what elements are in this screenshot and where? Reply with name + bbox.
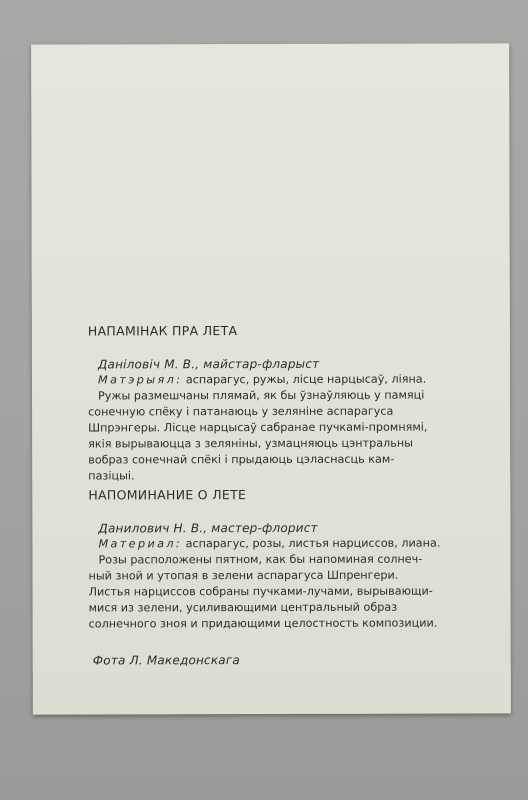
- postcard-back: [31, 43, 511, 714]
- photo-credit: Фота Л. Македонскага: [92, 653, 240, 668]
- russian-materials-text: аспарагус, розы, листья нарциссов, лиана.: [182, 536, 441, 551]
- russian-title: НАПОМИНАНИЕ О ЛЕТЕ: [88, 487, 247, 503]
- belarusian-author: Даніловіч М. В., майстар-фларыст: [97, 356, 320, 372]
- belarusian-description: [88, 387, 488, 484]
- russian-materials-label: Материал:: [98, 537, 183, 551]
- russian-desc-line: мися из зелени, усиливающими центральный образ: [88, 600, 398, 615]
- belarusian-materials-text: аспарагус, ружы, лісце нарцысаў, ліяна.: [182, 372, 427, 387]
- russian-description: [88, 551, 488, 632]
- russian-section: [88, 486, 488, 632]
- russian-desc-line: ный зной и утопая в зелени аспарагуса Шпренгери.: [88, 568, 399, 583]
- russian-author: Данилович Н. В., мастер-флорист: [98, 520, 318, 536]
- belarusian-materials-label: Матэрыял:: [97, 373, 183, 387]
- belarusian-desc-line: пазіцыі.: [88, 469, 135, 483]
- russian-desc-line: Листья нарциссов собраны пучками-лучами, вырывающи-: [88, 584, 433, 599]
- russian-desc-line: солнечного зноя и придающими целостность композиции.: [88, 616, 438, 631]
- belarusian-materials: [98, 371, 488, 388]
- belarusian-desc-line: Шпрэнгеры. Лісце нарцысаў сабранае пучкамі-промнямі,: [88, 420, 428, 435]
- belarusian-desc-line: Ружы размешчаны плямай, як бы ўзнаўляюць у памяці: [98, 388, 425, 403]
- belarusian-desc-line: сонечную спёку і патанаюць у зеляніне аспарагуса: [88, 404, 394, 419]
- belarusian-section: [88, 322, 488, 484]
- belarusian-desc-line: якія вырываюцца з зеляніны, узмацняюць цэнтральны: [88, 436, 413, 451]
- russian-materials: [98, 535, 488, 552]
- belarusian-desc-line: вобраз сонечнай спёкі і прыдаюць цэласнасць кам-: [88, 452, 395, 467]
- belarusian-title: НАПАМІНАК ПРА ЛЕТА: [87, 323, 238, 339]
- russian-desc-line: Розы расположены пятном, как бы напоминая солнеч-: [98, 552, 423, 567]
